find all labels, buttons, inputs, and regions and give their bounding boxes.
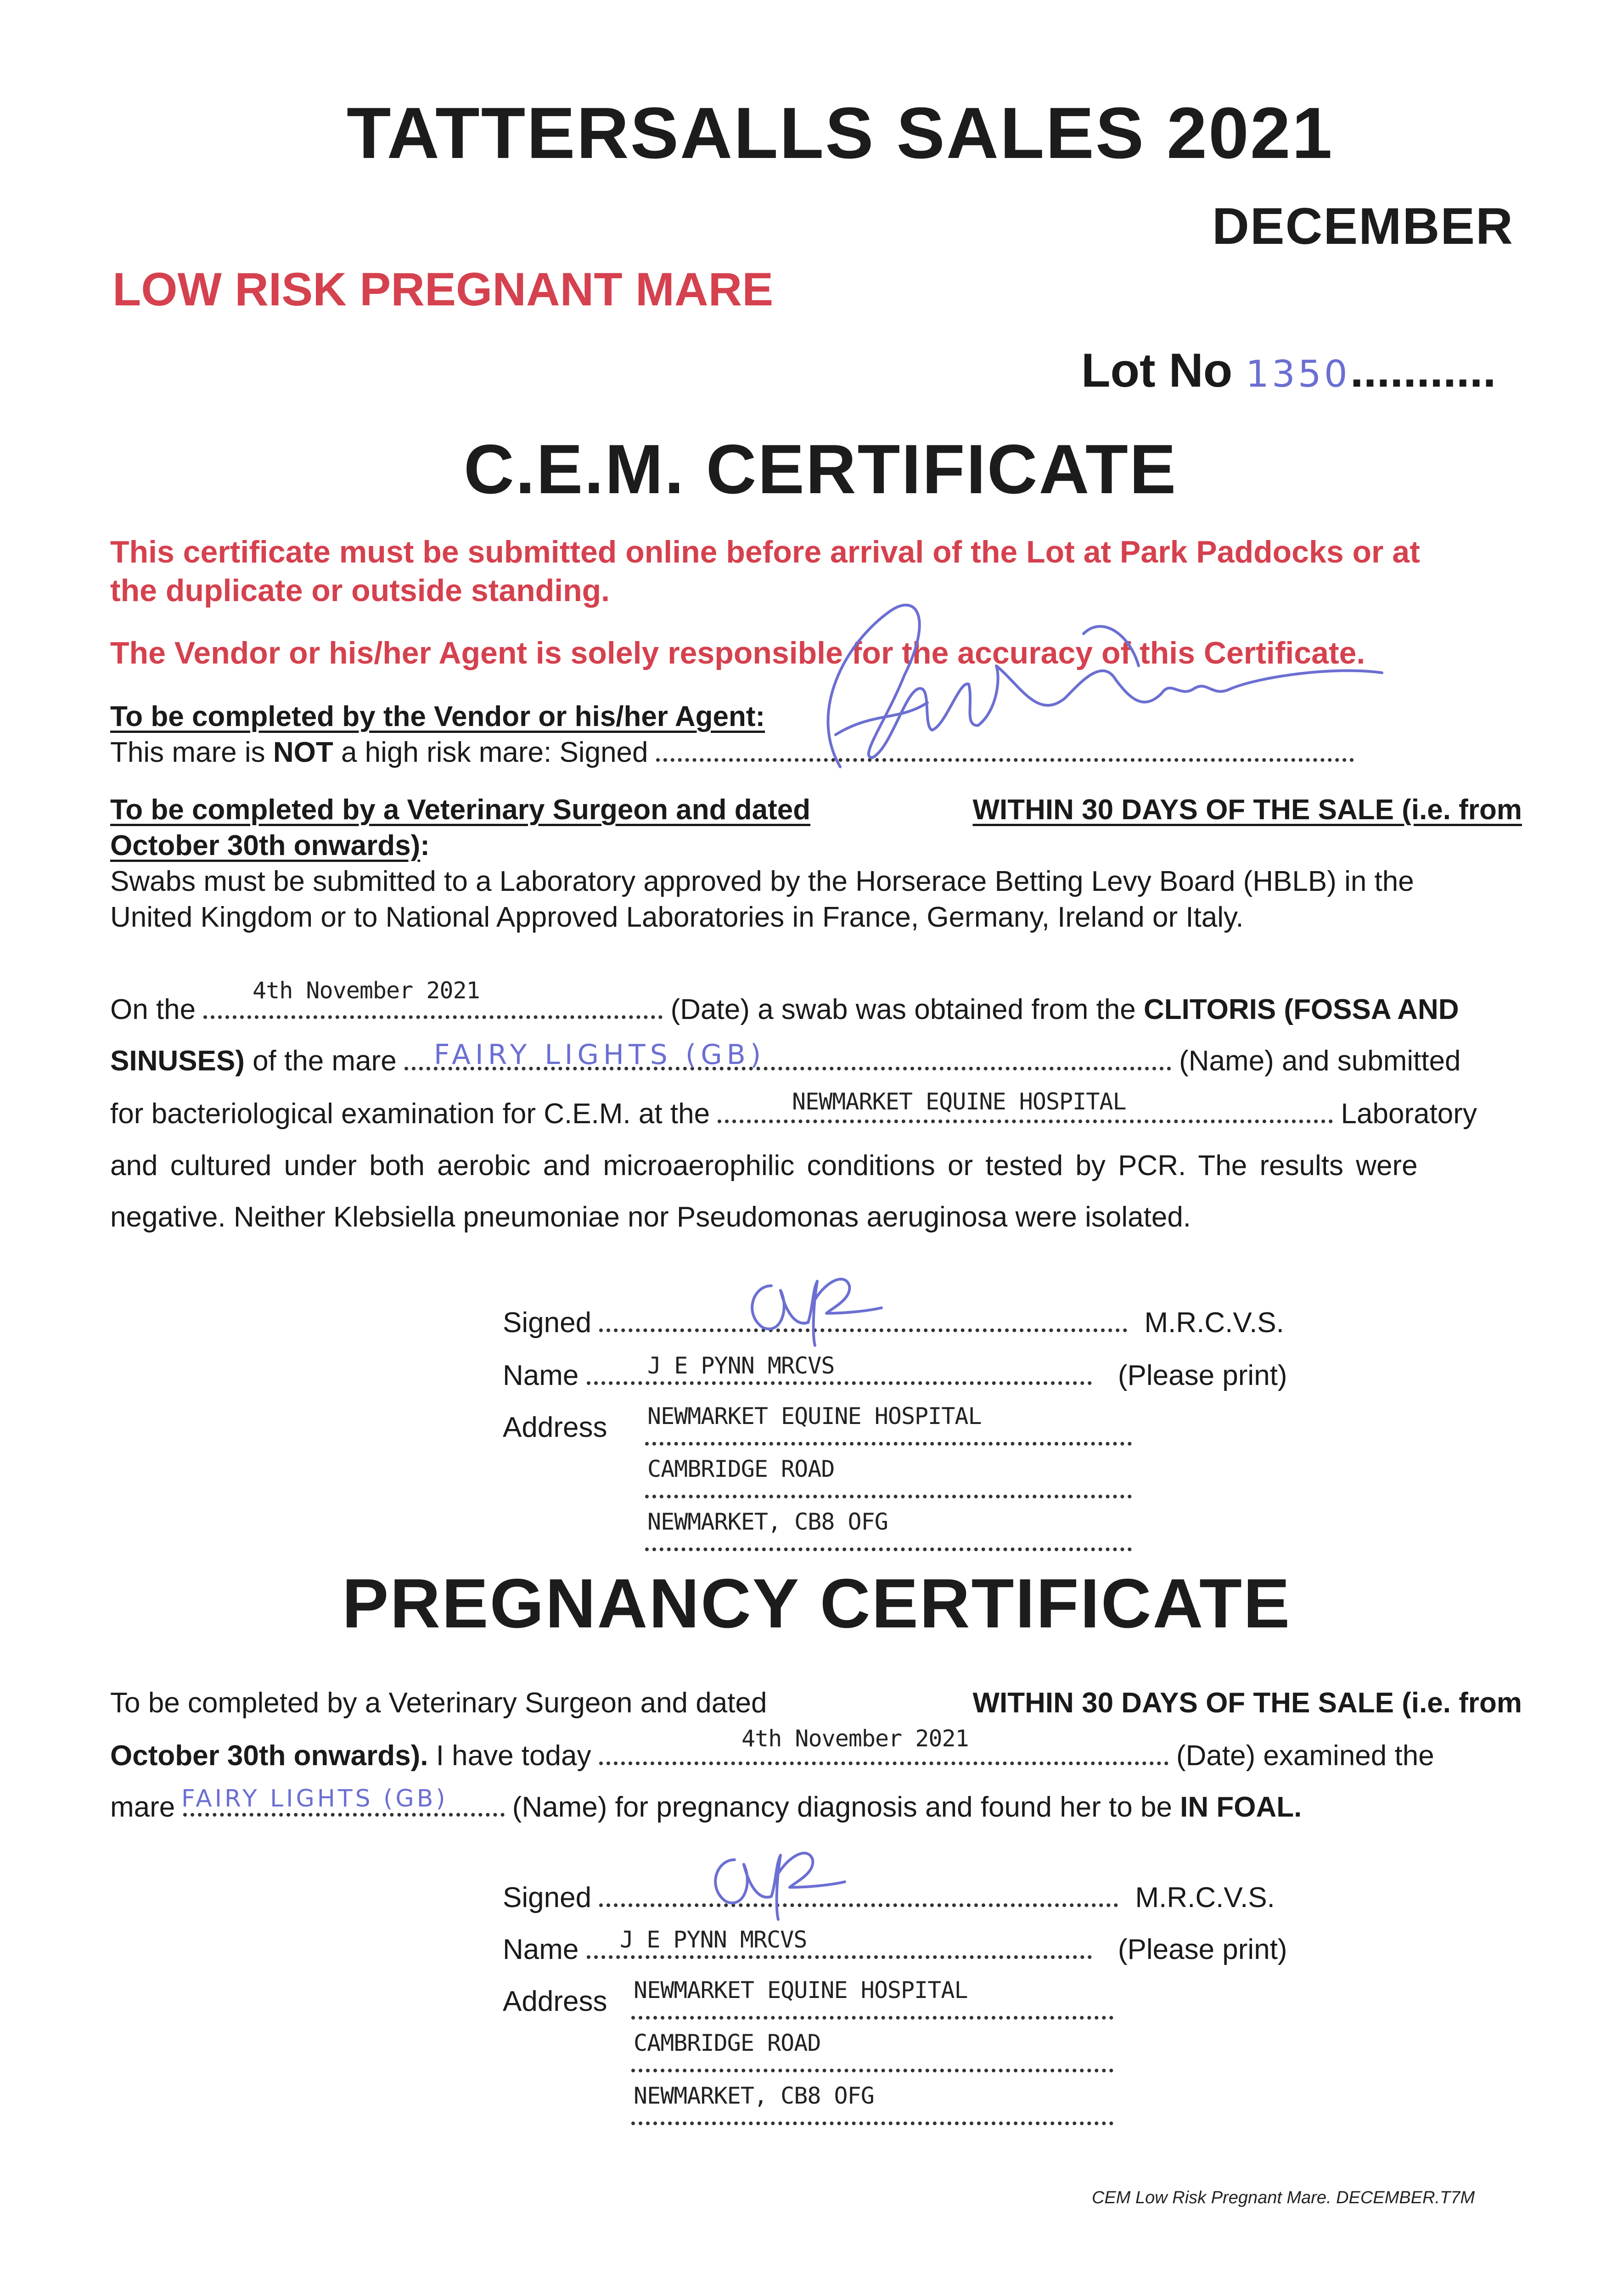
sale-month: DECEMBER [1212,197,1514,255]
vendor-declaration-text: This mare is [110,737,265,768]
pregnancy-october-bold: October 30th onwards). [110,1740,428,1772]
vet-heading-line-1 [110,792,1522,828]
lot-number [1081,343,1496,398]
mare-label: mare [110,1791,175,1823]
sinuses-label: SINUSES) [110,1045,245,1077]
examined-text: (Date) examined the [1176,1740,1434,1772]
of-the-mare-label: of the mare [253,1045,397,1077]
name-label: Name [503,1934,579,1965]
cem-date-value: 4th November 2021 [253,977,480,1004]
in-foal-label: IN FOAL. [1180,1791,1302,1823]
signed-label: Signed [503,1882,592,1913]
cem-address-label: Address [503,1412,607,1443]
clitoris-label: CLITORIS (FOSSA AND [1144,994,1459,1025]
vendor-heading: To be completed by the Vendor or his/her Agent: [110,701,765,732]
pregnancy-address-field-3 [631,2119,1113,2127]
pregnancy-address-field-1 [631,2014,1113,2022]
pregnancy-address-line-2: CAMBRIDGE ROAD [634,2030,821,2056]
vet-instructions [110,792,1522,935]
cem-name-field [587,1381,1092,1385]
cem-address-field-3 [645,1545,1132,1553]
footer-reference: CEM Low Risk Pregnant Mare. DECEMBER.T7M [1092,2188,1475,2207]
responsibility-notice: The Vendor or his/her Agent is solely responsible for the accuracy of this Certificate. [110,636,1365,670]
cem-certificate-title: C.E.M. CERTIFICATE [464,430,1178,508]
cem-address-line-3: NEWMARKET, CB8 OFG [647,1508,888,1535]
lot-number-dots: ........... [1350,344,1496,397]
pregnancy-signature-line [599,1903,1118,1907]
pregnancy-certificate-title: PREGNANCY CERTIFICATE [342,1564,1292,1643]
cem-signed-row [503,1306,1284,1339]
swabs-line-1: Swabs must be submitted to a Laboratory approved by the Horserace Betting Levy Board (HBLB) in the [110,866,1414,897]
please-print-label: (Please print) [1118,1934,1287,1965]
pregnancy-address-label: Address [503,1986,607,2017]
pregnancy-address-field-2 [631,2066,1113,2075]
vendor-declaration-signed-label: a high risk mare: Signed [341,737,648,768]
pregnancy-address-line-3: NEWMARKET, CB8 OFG [634,2082,874,2109]
cem-name-row [503,1359,1287,1392]
i-have-today-text: I have today [436,1740,591,1772]
cem-date-text: (Date) a swab was obtained from the [670,994,1136,1025]
bacteriological-text: for bacteriological examination for C.E.M. at the [110,1098,710,1130]
cem-address-line-1: NEWMARKET EQUINE HOSPITAL [647,1403,982,1429]
signed-label: Signed [503,1307,592,1339]
pregnancy-signed-row [503,1881,1275,1914]
cem-mare-line [110,1045,1461,1077]
pregnancy-line-1 [110,1687,1522,1719]
pregnancy-date-field [599,1761,1168,1765]
vet-heading-part-2: WITHIN 30 DAYS OF THE SALE (i.e. from [972,794,1522,826]
pregnancy-mare-name-field [183,1813,505,1817]
submission-notice-line-2: the duplicate or outside standing. [110,573,610,608]
vet-heading-line-2 [110,828,1522,864]
cem-lab-field [718,1120,1333,1123]
vet-heading-part-3: October 30th onwards) [110,830,421,861]
cem-mare-name-value: FAIRY LIGHTS (GB) [434,1039,766,1071]
lot-number-value: 1350 [1246,353,1350,395]
pregnancy-line-1-bold: WITHIN 30 DAYS OF THE SALE (i.e. from [972,1687,1522,1719]
cem-address-line-2: CAMBRIDGE ROAD [647,1456,835,1482]
pregnancy-address-line-1: NEWMARKET EQUINE HOSPITAL [634,1977,968,2003]
cem-cultured-line: and cultured under both aerobic and microaerophilic conditions or tested by PCR. The results were [110,1150,1418,1182]
pregnancy-name-value: J E PYNN MRCVS [620,1926,807,1953]
please-print-label: (Please print) [1118,1360,1287,1391]
cem-address-field-1 [645,1440,1132,1448]
pregnancy-name-field [587,1955,1092,1959]
cem-lab-value: NEWMARKET EQUINE HOSPITAL [792,1088,1126,1115]
mrcvs-label: M.R.C.V.S. [1135,1882,1275,1913]
cem-vet-signature [735,1258,891,1350]
cem-date-field [203,1015,663,1019]
risk-category-label: LOW RISK PREGNANT MARE [112,263,774,315]
pregnancy-date-value: 4th November 2021 [741,1725,969,1752]
laboratory-label: Laboratory [1341,1098,1477,1130]
cem-negative-line: negative. Neither Klebsiella pneumoniae nor Pseudomonas aeruginosa were isolated. [110,1201,1191,1233]
pregnancy-mare-name-value: FAIRY LIGHTS (GB) [181,1785,448,1812]
mrcvs-label: M.R.C.V.S. [1144,1307,1284,1339]
pregnancy-line-3-text: (Name) for pregnancy diagnosis and found her to be [512,1791,1172,1823]
name-submitted-text: (Name) and submitted [1179,1045,1461,1077]
vendor-declaration-not: NOT [273,737,333,768]
name-label: Name [503,1360,579,1391]
submission-notice-line-1: This certificate must be submitted online before arrival of the Lot at Park Paddocks or at [110,535,1420,569]
pregnancy-vet-signature [698,1832,854,1924]
vendor-signature [781,574,1446,790]
pregnancy-line-1-text: To be completed by a Veterinary Surgeon and dated [110,1687,767,1719]
cem-name-value: J E PYNN MRCVS [647,1352,835,1379]
vet-heading-colon: : [420,830,430,861]
vet-heading-part-1: To be completed by a Veterinary Surgeon and dated [110,794,811,826]
page-title: TATTERSALLS SALES 2021 [347,93,1334,174]
swabs-line-2: United Kingdom or to National Approved Laboratories in France, Germany, Ireland or Italy. [110,901,1244,933]
on-the-label: On the [110,994,196,1025]
lot-label: Lot No [1081,344,1233,397]
cem-address-field-2 [645,1492,1132,1501]
